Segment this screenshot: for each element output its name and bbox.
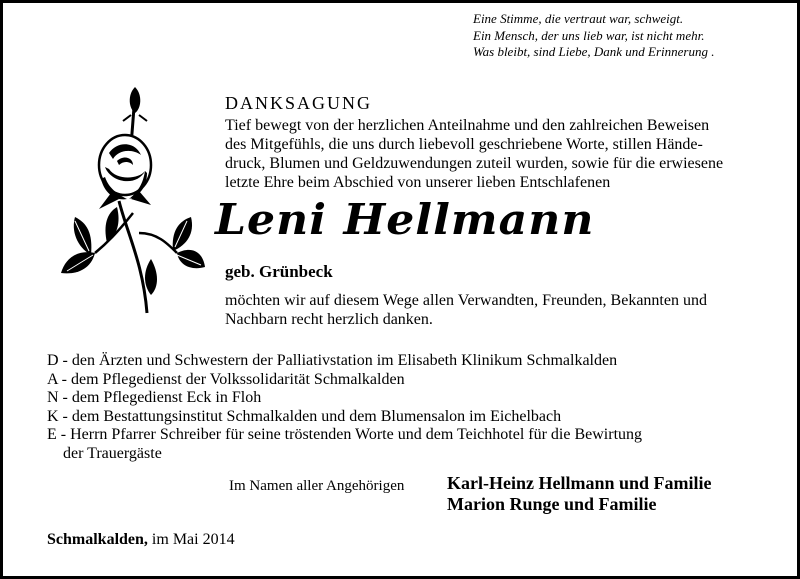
place-city: Schmalkalden, — [47, 531, 148, 548]
poem — [473, 11, 714, 61]
list-item: K - dem Bestattungsinstitut Schmalkalden und dem Blumensalon im Eichelbach — [47, 407, 562, 425]
thanks-line: möchten wir auf diesem Wege allen Verwandten, Freunden, Bekannten und — [225, 292, 707, 309]
thanks-text — [225, 291, 755, 329]
family-name: Karl-Heinz Hellmann und Familie — [447, 473, 712, 493]
poem-line: Eine Stimme, die vertraut war, schweigt. — [473, 11, 684, 26]
poem-line: Was bleibt, sind Liebe, Dank und Erinnerung . — [473, 44, 715, 59]
place-date-text: im Mai 2014 — [151, 531, 235, 548]
list-item: A - dem Pflegedienst der Volkssolidarität Schmalkalden — [47, 370, 405, 388]
maiden-name: geb. Grünbeck — [225, 262, 333, 281]
place-date — [47, 531, 235, 549]
list-item: D - den Ärzten und Schwestern der Palliativstation im Elisabeth Klinikum Schmalkalden — [47, 352, 618, 369]
poem-line: Ein Mensch, der uns lieb war, ist nicht mehr. — [473, 27, 705, 43]
intro-line: druck, Blumen und Geldzuwendungen zuteil wurden, sowie für die erwiesene — [225, 155, 724, 172]
intro-line: des Mitgefühls, die uns durch liebevoll geschriebene Worte, stillen Hände- — [225, 136, 703, 153]
list-item: N - dem Pflegedienst Eck in Floh — [47, 389, 262, 406]
intro-text — [225, 116, 757, 192]
deceased-name: Leni Hellmann — [215, 195, 595, 244]
family-name: Marion Runge und Familie — [447, 494, 657, 514]
list-item: E - Herrn Pfarrer Schreiber für seine tröstenden Worte und dem Teichhotel für die Bewirtung — [47, 426, 643, 443]
acrostic-list — [47, 352, 767, 463]
intro-line: Tief bewegt von der herzlichen Anteilnahme und den zahlreichen Beweisen — [225, 117, 710, 134]
rose-icon — [47, 83, 207, 315]
intro-line: letzte Ehre beim Abschied von unserer lieben Entschlafenen — [225, 174, 611, 191]
on-behalf-label: Im Namen aller Angehörigen — [229, 478, 405, 494]
heading: DANKSAGUNG — [225, 93, 373, 113]
list-item-continuation: der Trauergäste — [63, 444, 162, 462]
thanks-line: Nachbarn recht herzlich danken. — [225, 311, 433, 328]
family-signatures — [447, 473, 712, 515]
